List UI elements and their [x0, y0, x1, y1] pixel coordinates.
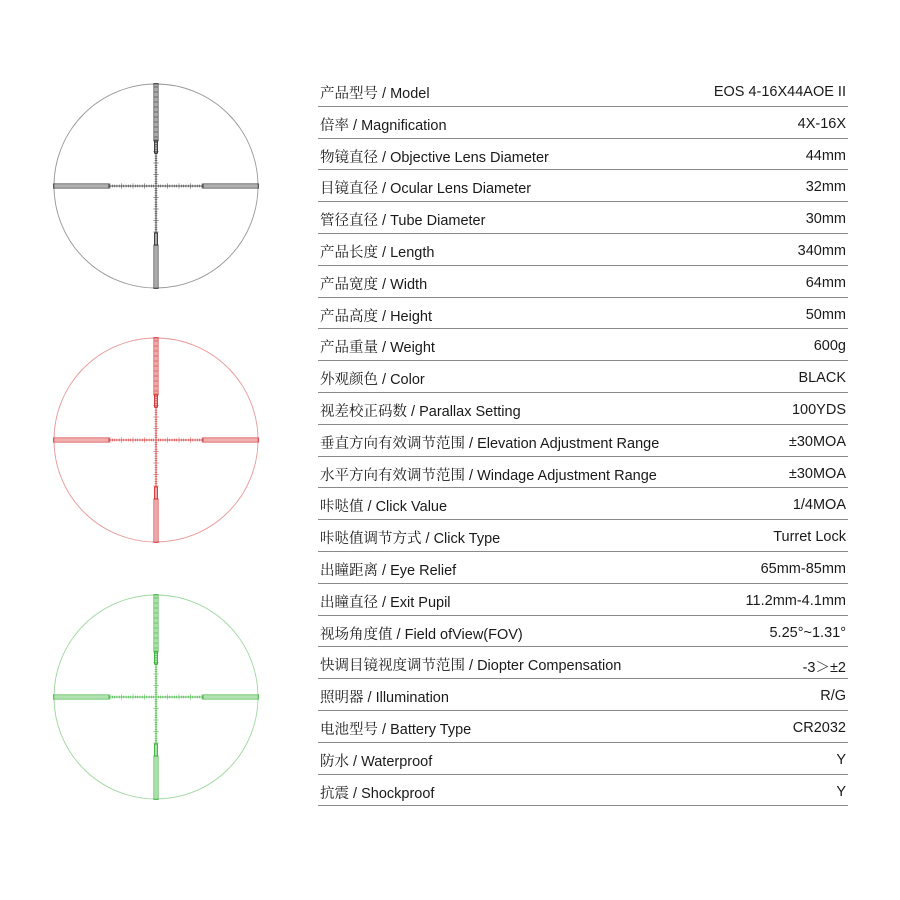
spec-row [318, 393, 848, 425]
spec-row [318, 552, 848, 584]
spec-label: 出瞳距离 / Eye Relief [320, 562, 457, 579]
spec-row [318, 679, 848, 711]
spec-value: BLACK [798, 370, 846, 387]
spec-label: 咔哒值 / Click Value [320, 499, 448, 516]
spec-label: 垂直方向有效调节范围 / Elevation Adjustment Range [320, 435, 660, 452]
spec-label: 防水 / Waterproof [320, 753, 433, 770]
spec-row [318, 298, 848, 330]
spec-value: Y [836, 783, 846, 800]
spec-row [318, 647, 848, 679]
spec-value: 4X-16X [797, 115, 846, 132]
spec-value: 1/4MOA [792, 497, 846, 514]
spec-label: 目镜直径 / Ocular Lens Diameter [320, 181, 532, 198]
spec-label: 产品重量 / Weight [320, 340, 435, 357]
spec-value: Turret Lock [773, 529, 846, 546]
spec-value: 5.25°~1.31° [769, 624, 846, 641]
spec-label: 出瞳直径 / Exit Pupil [320, 594, 451, 611]
spec-row [318, 520, 848, 552]
spec-row [318, 488, 848, 520]
spec-label: 产品宽度 / Width [320, 276, 428, 293]
spec-row [318, 457, 848, 489]
spec-value: 65mm-85mm [760, 560, 846, 577]
spec-label: 产品高度 / Height [320, 308, 432, 325]
spec-row [318, 202, 848, 234]
spec-label: 外观颜色 / Color [320, 372, 425, 389]
red-reticle [53, 337, 259, 543]
spec-value: 32mm [805, 179, 846, 196]
spec-value: 340mm [797, 242, 846, 259]
spec-row [318, 107, 848, 139]
green-reticle [53, 594, 259, 800]
spec-row [318, 75, 848, 107]
spec-row [318, 584, 848, 616]
spec-label: 水平方向有效调节范围 / Windage Adjustment Range [320, 467, 657, 484]
reticle-illustrations [0, 0, 300, 900]
spec-row [318, 234, 848, 266]
black-reticle [53, 83, 259, 289]
spec-label: 物镜直径 / Objective Lens Diameter [320, 149, 549, 166]
spec-value: R/G [820, 688, 846, 705]
spec-value: 44mm [805, 147, 846, 164]
spec-value: -3＞±2 [802, 660, 846, 677]
spec-label: 咔哒值调节方式 / Click Type [320, 531, 501, 548]
spec-table [318, 75, 848, 806]
spec-label: 视场角度值 / Field ofView(FOV) [320, 626, 523, 643]
reticle-drawing [53, 337, 259, 543]
spec-row [318, 743, 848, 775]
spec-row [318, 425, 848, 457]
spec-value: 30mm [805, 211, 846, 228]
spec-row [318, 711, 848, 743]
spec-value: 100YDS [791, 401, 846, 418]
spec-row [318, 139, 848, 171]
reticle-drawing [53, 83, 259, 289]
spec-label: 视差校正码数 / Parallax Setting [320, 403, 521, 420]
spec-row [318, 775, 848, 807]
spec-label: 倍率 / Magnification [320, 117, 447, 134]
spec-value: Y [836, 751, 846, 768]
spec-value: ±30MOA [788, 465, 846, 482]
spec-value: 64mm [805, 274, 846, 291]
spec-row [318, 616, 848, 648]
spec-value: 600g [813, 338, 846, 355]
spec-value: ±30MOA [788, 433, 846, 450]
spec-label: 管径直径 / Tube Diameter [320, 213, 486, 230]
spec-row [318, 266, 848, 298]
spec-value: CR2032 [792, 719, 846, 736]
spec-value: EOS 4-16X44AOE II [713, 84, 846, 100]
reticle-drawing [53, 594, 259, 800]
spec-label: 电池型号 / Battery Type [320, 721, 472, 738]
spec-row [318, 329, 848, 361]
spec-value: 50mm [805, 306, 846, 323]
spec-label: 快调目镜视度调节范围 / Diopter Compensation [320, 658, 622, 675]
spec-label: 产品长度 / Length [320, 244, 435, 261]
spec-label: 产品型号 / Model [320, 86, 430, 102]
spec-row [318, 170, 848, 202]
spec-label: 照明器 / Illumination [320, 690, 449, 707]
spec-row [318, 361, 848, 393]
spec-label: 抗震 / Shockproof [320, 785, 435, 802]
spec-value: 11.2mm-4.1mm [745, 592, 846, 609]
